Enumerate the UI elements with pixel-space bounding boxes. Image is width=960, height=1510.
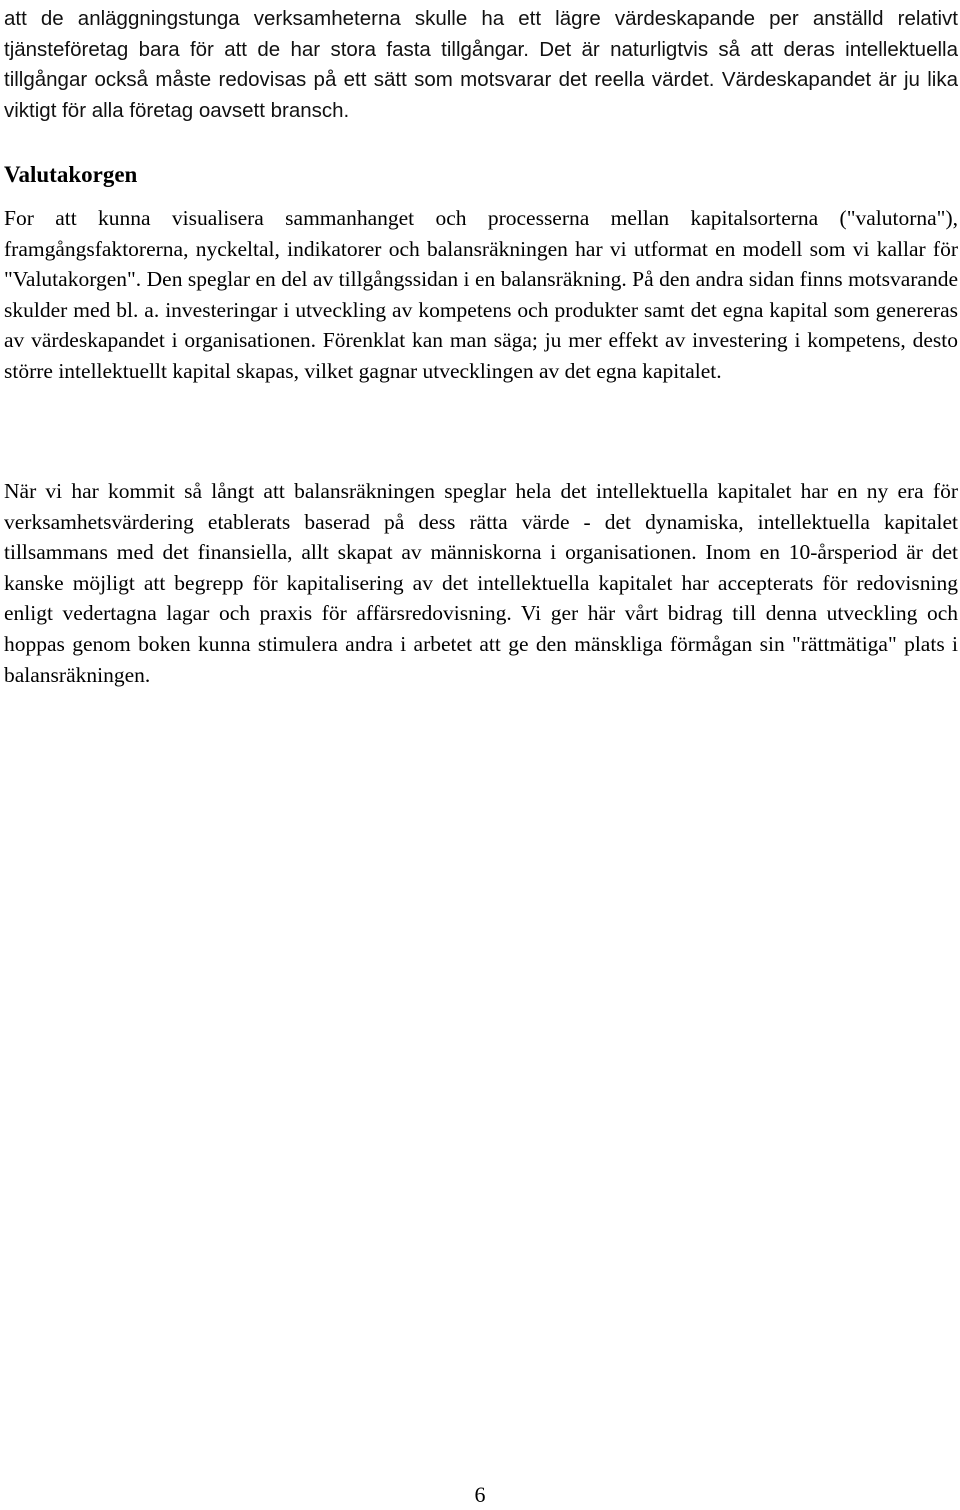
intro-paragraph: att de anläggningstunga verksamheterna skulle ha ett lägre värdeskapande per anställd relativt tjänsteföretag bara för att de har stora fasta tillgångar. Det är naturligtvis så att deras intellektuella tillgångar också måste redovisas på ett sätt som motsvarar det reella värdet. Värdeskapandet är ju lika viktigt för alla företag oavsett bransch. xyxy=(4,7,958,122)
section-heading: Valutakorgen xyxy=(4,162,138,187)
page-number: 6 xyxy=(474,1482,486,1507)
body-paragraph-1: For att kunna visualisera sammanhanget och processerna mellan kapitalsorterna ("valutorna"), framgångsfaktorerna, nyckeltal, indikatorer och balansräkningen har vi utformat en modell som vi kallar för "Valutakorgen". Den speglar en del av tillgångssidan i en balansräkning. På den andra sidan finns motsvarande skulder med bl. a. investeringar i utveckling av kompetens och produkter samt det egna kapital som genereras av värdeskapandet i organisationen. Förenklat kan man säga; ju mer effekt av investering i kompetens, desto större intellektuellt kapital skapas, vilket gagnar utvecklingen av det egna kapitalet. xyxy=(4,206,958,383)
body-paragraph-2: När vi har kommit så långt att balansräkningen speglar hela det intellektuella kapitalet har en ny era för verksamhetsvärdering etablerats baserad på dess rätta värde - det dynamiska, intellektuella kapitalet tillsammans med det finansiella, allt skapat av människorna i organisationen. Inom en 10-årsperiod är det kanske möjligt att begrepp för kapitalisering av det intellektuella kapitalet har accepterats för redovisning enligt vedertagna lagar och praxis för affärsredovisning. Vi ger här vårt bidrag till denna utveckling och hoppas genom boken kunna stimulera andra i arbetet att ge den mänskliga förmågan sin "rättmätiga" plats i balansräkningen. xyxy=(4,479,958,687)
